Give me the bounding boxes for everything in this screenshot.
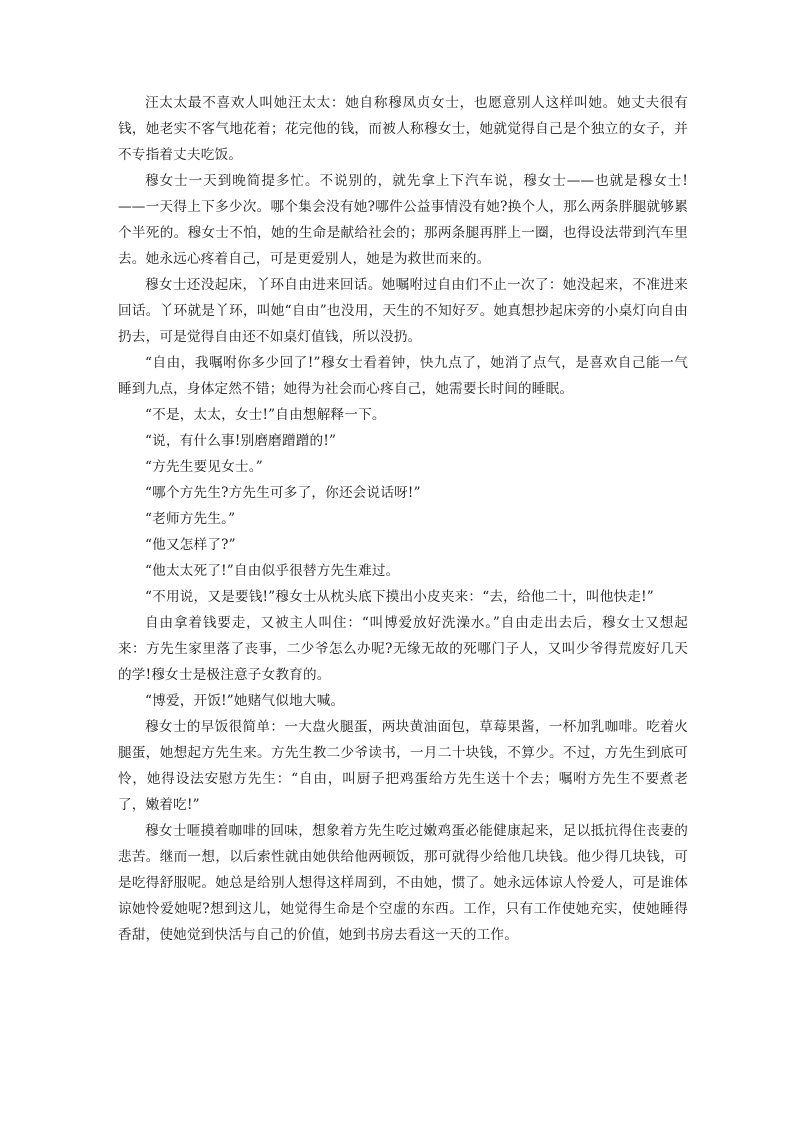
dialogue-line-3: “方先生要见女士。” xyxy=(145,459,263,475)
paragraph-2: 穆女士一天到晚简提多忙。不说别的，就先拿上下汽车说，穆女士——也就是穆女士!——一天得上下多少次。哪个集会没有她?哪件公益事情没有她?换个人，那么两条胖腿就够累个半死的。穆女士不怕，她的生命是献给社会的；那两条腿再胖上一圈，也得设法带到汽车里去。她永远心疼着自己，可是更爱别人，她是为救世而来的。 xyxy=(118,173,688,267)
paragraph-4: “自由，我嘱咐你多少回了!”穆女士看着钟，快九点了，她消了点气，是喜欢自己能一气睡到九点，身体定然不错；她得为社会而心疼自己，她需要长时间的睡眠。 xyxy=(118,355,688,397)
article-body xyxy=(118,90,688,948)
paragraph-7: 穆女士咂摸着咖啡的回味，想象着方先生吃过嫩鸡蛋必能健康起来，足以抵抗得住丧妻的悲苦。继而一想，以后索性就由她供给他两顿饭，那可就得少给他几块钱。他少得几块钱，可是吃得舒服呢。她总是给别人想得这样周到，不由她，惯了。她永远体谅人怜爱人，可是谁体谅她怜爱她呢?想到这儿，她觉得生命是个空虚的东西。工作，只有工作使她充实，使她睡得香甜，使她觉到快活与自己的价值，她到书房去看这一天的工作。 xyxy=(118,823,688,943)
dialogue-line-6: “他又怎样了?” xyxy=(145,537,236,553)
dialogue-line-7: “他太太死了!”自由似乎很替方先生难过。 xyxy=(145,563,400,579)
dialogue-line-8: “不用说，又是要钱!”穆女士从枕头底下摸出小皮夹来：“去，给他二十，叫他快走!” xyxy=(145,589,654,605)
dialogue-line-5: “老师方先生。” xyxy=(145,511,236,527)
paragraph-5: 自由拿着钱要走，又被主人叫住：“叫博爱放好洗澡水。”自由走出去后，穆女士又想起来：方先生家里落了丧事，二少爷怎么办呢?无缘无故的死哪门子人，又叫少爷得荒废好几天的学!穆女士是极注意子女教育的。 xyxy=(118,615,688,683)
dialogue-line-2: “说，有什么事!别磨磨蹭蹭的!” xyxy=(145,433,337,449)
paragraph-6: 穆女士的早饭很简单：一大盘火腿蛋，两块黄油面包，草莓果酱，一杯加乳咖啡。吃着火腿蛋，她想起方先生来。方先生教二少爷读书，一月二十块钱，不算少。不过，方先生到底可怜，她得设法安慰方先生：“自由，叫厨子把鸡蛋给方先生送十个去；嘱咐方先生不要煮老了，嫩着吃!” xyxy=(118,719,688,813)
dialogue-line-1: “不是，太太，女士!”自由想解释一下。 xyxy=(145,407,386,423)
dialogue-line-9: “博爱，开饭!”她赌气似地大喊。 xyxy=(145,693,345,709)
dialogue-line-4: “哪个方先生?方先生可多了，你还会说话呀!” xyxy=(145,485,421,501)
paragraph-1: 汪太太最不喜欢人叫她汪太太：她自称穆凤贞女士，也愿意别人这样叫她。她丈夫很有钱，她老实不客气地花着；花完他的钱，而被人称穆女士，她就觉得自己是个独立的女子，并不专指着丈夫吃饭。 xyxy=(118,95,688,163)
paragraph-3: 穆女士还没起床，丫环自由进来回话。她嘱咐过自由们不止一次了：她没起来，不准进来回话。丫环就是丫环，叫她“自由”也没用，天生的不知好歹。她真想抄起床旁的小桌灯向自由扔去，可是觉得自由还不如桌灯值钱，所以没扔。 xyxy=(118,277,688,345)
